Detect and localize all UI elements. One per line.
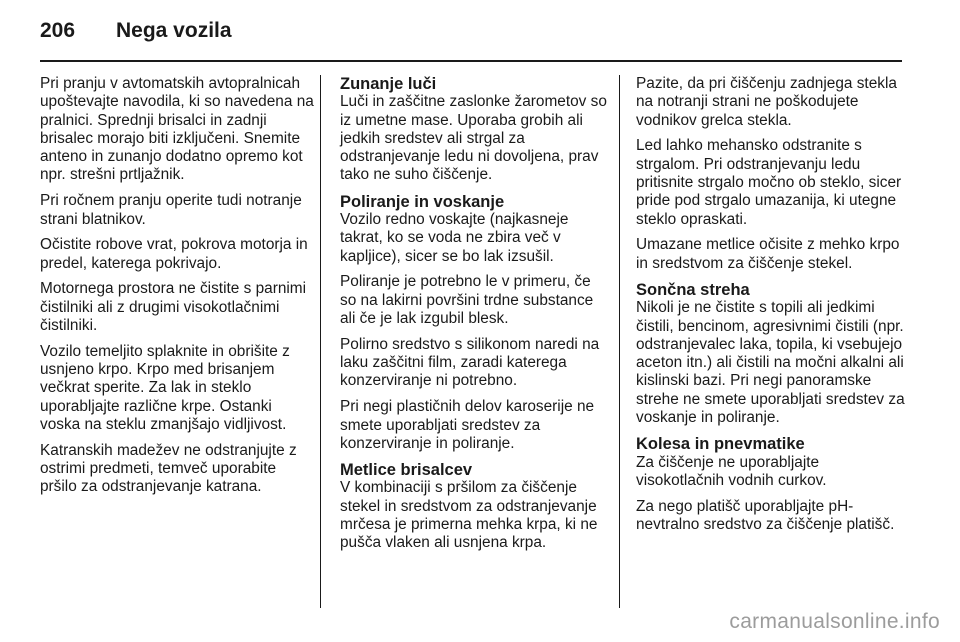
paragraph: Pri pranju v avtomatskih avtopralnicah upoštevajte navodila, ki so navedena na pralnici. Sprednji brisalci in zadnji brisalec morajo biti izključeni. Snemite anteno in zunanjo dodatno opremo kot npr. strešni prtljažnik. [40,75,314,184]
paragraph: Za čiščenje ne uporabljajte visokotlačnih vodnih curkov. [636,453,827,489]
paragraph: Poliranje je potrebno le v primeru, če so na lakirni površini trdne substance ali če je lak izgubil blesk. [340,273,594,328]
paragraph: Pri negi plastičnih delov karoserije ne smete uporabljati sredstev za konzerviranje in poliranje. [340,398,595,452]
paragraph: Polirno sredstvo s silikonom naredi na laku zaščitni film, zaradi katerega konzerviranje ni potrebno. [340,335,600,390]
section-heading: Kolesa in pnevmatike [636,435,805,454]
paragraph: V kombinaciji s pršilom za čiščenje stekel in sredstvom za odstranjevanje mrčesa je primerna mehka krpa, ki ne pušča vlaken ali usnjena krpa. [340,479,598,552]
section-title: Nega vozila [116,19,232,42]
paragraph: Za nego platišč uporabljajte pH-nevtralno sredstvo za čiščenje platišč. [636,497,895,534]
column-1 [40,75,315,504]
paragraph: Pri ročnem pranju operite tudi notranje strani blatnikov. [40,192,302,228]
section-heading: Sončna streha [636,280,750,299]
watermark-text: carmanualsonline.info [729,610,940,633]
paragraph: Vozilo temeljito splaknite in obrišite z usnjeno krpo. Krpo med brisanjem večkrat sperite. Za lak in steklo uporabljajte različne krpe. Ostanki voska na steklu zmanjšajo vidljivost. [40,342,290,434]
column-2 [340,75,610,560]
paragraph: Vozilo redno voskajte (najkasneje takrat, ko se voda ne zbira več v kapljice), sicer se bo lak izsušil. [340,211,569,265]
paragraph: Led lahko mehansko odstranite s strgalom. Pri odstranjevanju ledu pritisnite strgalo močno ob steklo, sicer pride pod strgalo umazanija, ki utegne steklo opraskati. [636,137,902,228]
column-3 [636,75,911,542]
page-number: 206 [40,19,76,42]
section-heading: Poliranje in voskanje [340,192,505,211]
paragraph: Luči in zaščitne zaslonke žarometov so iz umetne mase. Uporaba grobih ali jedkih sredstev ali strgal za odstranjevanje ledu ni dovoljena, prav tako ne suho čiščenje. [340,93,607,184]
section-heading: Metlice brisalcev [340,461,473,480]
paragraph: Katranskih madežev ne odstranjujte z ostrimi predmeti, temveč uporabite pršilo za odstranjevanje katrana. [40,441,297,496]
page-header [40,19,232,49]
paragraph: Očistite robove vrat, pokrova motorja in predel, katerega pokrivajo. [40,236,308,272]
paragraph: Motornega prostora ne čistite s parnimi čistilniki ali z drugimi visokotlačnimi čistilniki. [40,280,307,335]
section-heading: Zunanje luči [340,75,437,93]
paragraph: Nikoli je ne čistite s topili ali jedkimi čistili, bencinom, agresivnimi čistili (npr. odstranjevalec laka, topila, ki vsebujejo aceton itn.) ali čistili na močni alkalni ali kislinski bazi. Pri negi panoramske strehe ne smete uporabljati sredstev za voskanje in poliranje. [636,299,905,427]
paragraph: Umazane metlice očisite z mehko krpo in sredstvom za čiščenje stekel. [636,236,900,272]
header-rule [40,60,902,62]
paragraph: Pazite, da pri čiščenju zadnjega stekla na notranji strani ne poškodujete vodnikov grelca stekla. [636,75,897,129]
column-divider-1 [320,75,321,608]
column-divider-2 [619,75,620,608]
